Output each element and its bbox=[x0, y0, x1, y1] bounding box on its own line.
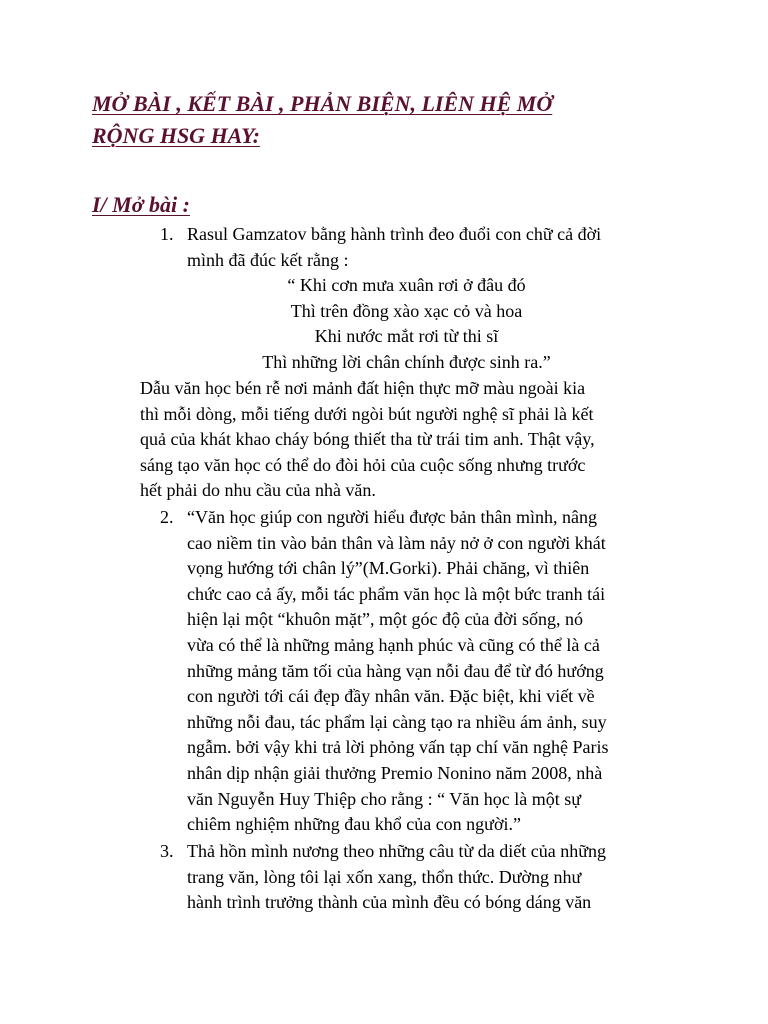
text-line: vừa có thể là những mảng hạnh phúc và cũng có thể là cả bbox=[187, 634, 600, 655]
poem-line: Thì những lời chân chính được sinh ra.” bbox=[262, 351, 551, 372]
list-item-3 bbox=[160, 839, 680, 916]
section-heading-mo-bai bbox=[92, 190, 190, 220]
text-line: Dẫu văn học bén rễ nơi mảnh đất hiện thực mỡ màu ngoài kia bbox=[140, 378, 586, 398]
text-line: thì mỗi dòng, mỗi tiếng dưới ngòi bút người nghệ sĩ phải là kết bbox=[140, 403, 594, 424]
poem-line: Khi nước mắt rơi từ thi sĩ bbox=[314, 326, 499, 347]
poem-line: “ Khi cơn mưa xuân rơi ở đâu đó bbox=[287, 275, 526, 296]
text-line: hết phải do nhu cầu của nhà văn. bbox=[140, 480, 376, 501]
text-line: văn Nguyễn Huy Thiệp cho rằng : “ Văn học là một sự bbox=[187, 788, 582, 809]
text-line: mình đã đúc kết rằng : bbox=[187, 249, 349, 270]
text-line: những nỗi đau, tác phẩm lại càng tạo ra nhiều ám ảnh, suy bbox=[187, 711, 607, 732]
text-line: Rasul Gamzatov bằng hành trình đeo đuổi con chữ cả đời bbox=[187, 224, 602, 244]
text-line: chức cao cả ấy, mỗi tác phẩm văn học là một bức tranh tái bbox=[187, 583, 606, 604]
text-line: con người tới cái đẹp đầy nhân văn. Đặc biệt, khi viết về bbox=[187, 686, 595, 707]
text-line: nhân dịp nhận giải thưởng Premio Nonino năm 2008, nhà bbox=[187, 762, 603, 783]
section-heading-text: I/ Mở bài : bbox=[92, 192, 190, 217]
text-line: quả của khát khao cháy bóng thiết tha từ trái tim anh. Thật vậy, bbox=[140, 429, 595, 450]
text-line: chiêm nghiệm những đau khổ của con người.” bbox=[187, 814, 521, 835]
text-line: Thả hồn mình nương theo những câu từ da diết của những bbox=[187, 841, 606, 861]
list-number: 2. bbox=[160, 507, 174, 527]
body-paragraph bbox=[140, 376, 680, 504]
text-line: ngẫm. bởi vậy khi trả lời phỏng vấn tạp chí văn nghệ Paris bbox=[187, 737, 609, 758]
list-number: 1. bbox=[160, 224, 174, 244]
list-item-2 bbox=[160, 505, 680, 838]
text-line: vọng hướng tới chân lý”(M.Gorki). Phải chăng, vì thiên bbox=[187, 558, 590, 579]
text-line: trang văn, lòng tôi lại xốn xang, thổn thức. Dường như bbox=[187, 866, 582, 887]
poem-line: Thì trên đồng xào xạc cỏ và hoa bbox=[290, 300, 523, 321]
list-number: 3. bbox=[160, 841, 174, 861]
text-line: “Văn học giúp con người hiểu được bản thân mình, nâng bbox=[187, 507, 597, 527]
poem-quote bbox=[133, 273, 680, 375]
title-line-2: RỘNG HSG HAY: bbox=[92, 123, 260, 148]
title-line-1: MỞ BÀI , KẾT BÀI , PHẢN BIỆN, LIÊN HỆ MỞ bbox=[92, 91, 553, 116]
text-line: sáng tạo văn học có thể do đòi hỏi của cuộc sống nhưng trước bbox=[140, 454, 586, 475]
document-title bbox=[92, 88, 692, 152]
text-line: những mảng tăm tối của hàng vạn nỗi đau để từ đó hướng bbox=[187, 660, 604, 681]
text-line: hành trình trưởng thành của mình đều có bóng dáng văn bbox=[187, 892, 592, 913]
text-line: cao niềm tin vào bản thân và làm nảy nở ở con người khát bbox=[187, 532, 606, 553]
text-line: hiện lại một “khuôn mặt”, một góc độ của đời sống, nó bbox=[187, 609, 583, 630]
list-item-1 bbox=[160, 222, 680, 376]
